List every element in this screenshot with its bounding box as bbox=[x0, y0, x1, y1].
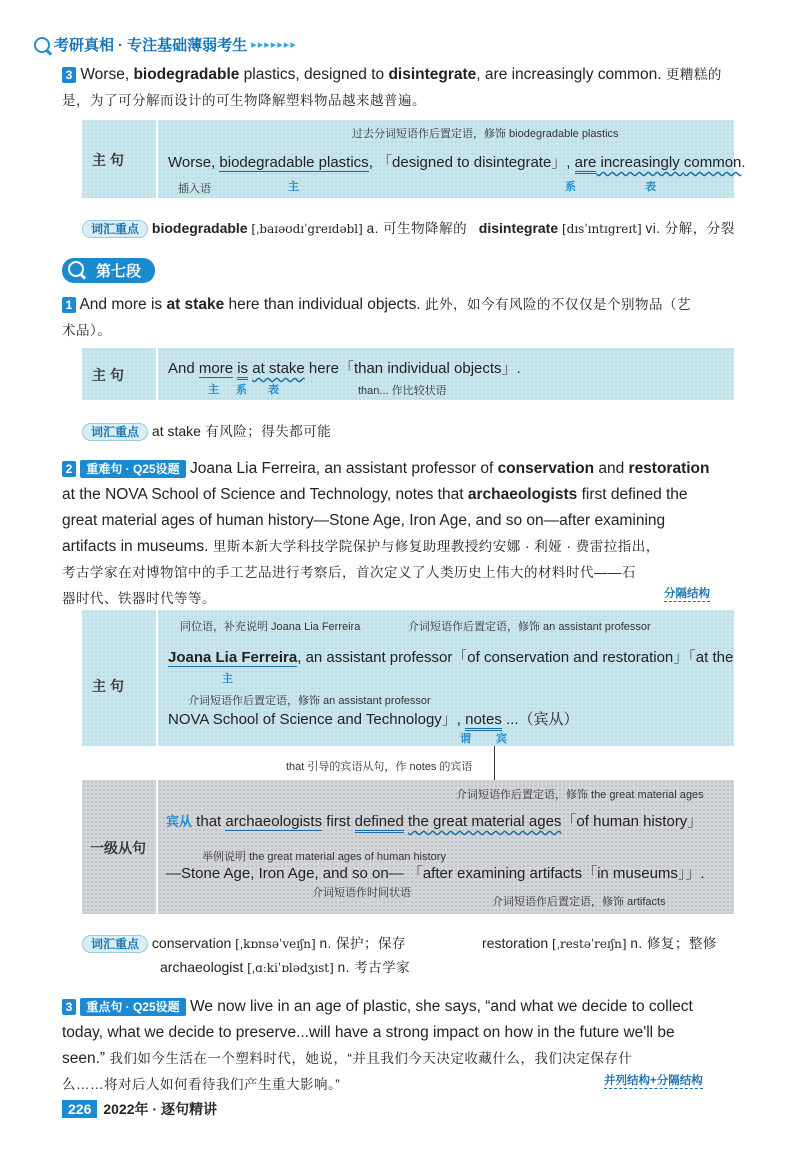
vocab-tag: 词汇重点 bbox=[82, 935, 148, 953]
box-label: 主 句 bbox=[92, 367, 124, 383]
sentence: —Stone Age, Iron Age, and so on— 「after examining artifacts「in museums」」. bbox=[166, 865, 705, 882]
arrows-decor-icon: ▸▸▸▸▸▸▸ bbox=[251, 39, 297, 51]
section-header: 第七段 bbox=[62, 258, 155, 283]
search-logo-icon bbox=[34, 37, 50, 53]
box-label: 一级从句 bbox=[90, 840, 146, 856]
sentence: NOVA School of Science and Technology」, notes ...（宾从） bbox=[168, 708, 579, 729]
analysis-box-2 bbox=[82, 348, 734, 400]
annotation: 同位语，补充说明 Joana Lia Ferreira bbox=[180, 621, 361, 633]
role-link: 系 bbox=[236, 384, 247, 396]
role-predicative: 表 bbox=[645, 181, 656, 193]
annotation: 介词短语作后置定语，修饰 an assistant professor bbox=[408, 621, 651, 633]
difficulty-tag: 重难句 · Q25设题 bbox=[80, 460, 185, 478]
annotation: 介词短语作后置定语，修饰 an assistant professor bbox=[188, 695, 431, 707]
book-title: 2022年 · 逐句精讲 bbox=[103, 1101, 217, 1117]
vocab-row-3: 词汇重点 conservation [ˌkɒnsəˈveɪʃn] n. 保护；保存 restoration [ˌrestəˈreɪʃn] n. 修复；整修 archaeologist [ˌɑːkiˈɒlədʒɪst] n. 考古学家 bbox=[82, 932, 742, 976]
role-predicate: 谓 bbox=[460, 733, 471, 745]
role-subject: 主 bbox=[208, 384, 219, 396]
analysis-box-1 bbox=[82, 120, 746, 198]
analysis-box-3 bbox=[82, 610, 734, 746]
structure-label: 并列结构+分隔结构 bbox=[604, 1072, 703, 1089]
analysis-box-4 bbox=[82, 780, 734, 914]
vocab-tag: 词汇重点 bbox=[82, 220, 148, 238]
sentence: 宾从 that archaeologists first defined the great material ages「of human history」 bbox=[166, 810, 702, 831]
brand: 考研真相 bbox=[54, 37, 115, 54]
structure-label: 分隔结构 bbox=[664, 585, 710, 602]
annotation: 举例说明 the great material ages of human history bbox=[202, 851, 446, 863]
annotation: 介词短语作后置定语，修饰 artifacts bbox=[492, 896, 666, 908]
annotation: than... 作比较状语 bbox=[358, 385, 447, 397]
annotation: 插入语 bbox=[178, 183, 211, 195]
sentence-number: 3 bbox=[62, 999, 76, 1015]
annotation: 介词短语作时间状语 bbox=[312, 887, 411, 899]
annotation: 过去分词短语作后置定语，修饰 biodegradable plastics bbox=[352, 128, 619, 140]
box-label: 主 句 bbox=[92, 152, 124, 168]
sentence: Worse, biodegradable plastics, 「designed to disintegrate」, are increasingly common. bbox=[168, 151, 746, 172]
paragraph-1: 1 And more is at stake here than individual objects. 此外，如今有风险的不仅仅是个别物品（艺 术品）。 bbox=[62, 296, 691, 338]
annotation: 介词短语作后置定语，修饰 the great material ages bbox=[456, 789, 704, 801]
search-logo-icon bbox=[68, 261, 84, 277]
role-link: 系 bbox=[565, 181, 576, 193]
vocab-tag: 词汇重点 bbox=[82, 423, 148, 441]
page-header bbox=[34, 34, 297, 55]
key-tag: 重点句 · Q25设题 bbox=[80, 998, 185, 1016]
connector-arrow bbox=[494, 746, 495, 780]
paragraph-3b: 3 重点句 · Q25设题 We now live in an age of plastic, she says, “and what we decide to collect today, what we decide to preserve...will have a strong impact on how in the future we'll be seen.” 我们如今生活在一个塑料时代，她说，“并且我们今天决定收藏什么，我们决定保存什 么……将对后人如何看待我们产生重大影响。” bbox=[62, 998, 693, 1092]
sentence-number: 3 bbox=[62, 67, 76, 83]
page-footer bbox=[62, 1099, 217, 1119]
sentence: Joana Lia Ferreira, an assistant professor「of conservation and restoration」「at the bbox=[168, 649, 734, 666]
box-label: 主 句 bbox=[92, 678, 124, 694]
sentence-number: 2 bbox=[62, 461, 76, 477]
annotation: that 引导的宾语从句，作 notes 的宾语 bbox=[286, 761, 473, 773]
role-subject: 主 bbox=[288, 181, 299, 193]
paragraph-3a: 3 Worse, biodegradable plastics, designed to disintegrate, are increasingly common. 更糟糕的 是，为了可分解而设计的可生物降解塑料物品越来越普遍。 bbox=[62, 66, 722, 108]
role-predicative: 表 bbox=[268, 384, 279, 396]
tagline: · 专注基础薄弱考生 bbox=[118, 37, 248, 54]
paragraph-2: 2 重难句 · Q25设题 Joana Lia Ferreira, an assistant professor of conservation and restoration at the NOVA School of Science and Technology, notes that archaeologists first defined the great material ages of human history—Stone Age, Iron Age, and so on—after examining artifacts in museums. 里斯本新大学科技学院保护与修复助理教授约安娜 · 利娅 · 费雷拉指出， 考古学家在对博物馆中的手工艺品进行考察后，首次定义了人类历史上伟大的材料时代——石 器时代、铁器时代等等。 bbox=[62, 460, 710, 606]
sentence-number: 1 bbox=[62, 297, 76, 313]
vocab-row-1: 词汇重点 biodegradable [ˌbaɪəʊdɪˈgreɪdəbl] a. 可生物降解的 disintegrate [dɪsˈɪntɪgreɪt] vi. 分解，分裂 bbox=[82, 217, 735, 237]
vocab-row-2: 词汇重点 at stake 有风险；得失都可能 bbox=[82, 420, 331, 440]
role-object: 宾 bbox=[496, 733, 507, 745]
sentence: And more is at stake here「than individual objects」. bbox=[168, 357, 521, 378]
page-number: 226 bbox=[62, 1100, 97, 1118]
role-subject: 主 bbox=[222, 673, 233, 685]
